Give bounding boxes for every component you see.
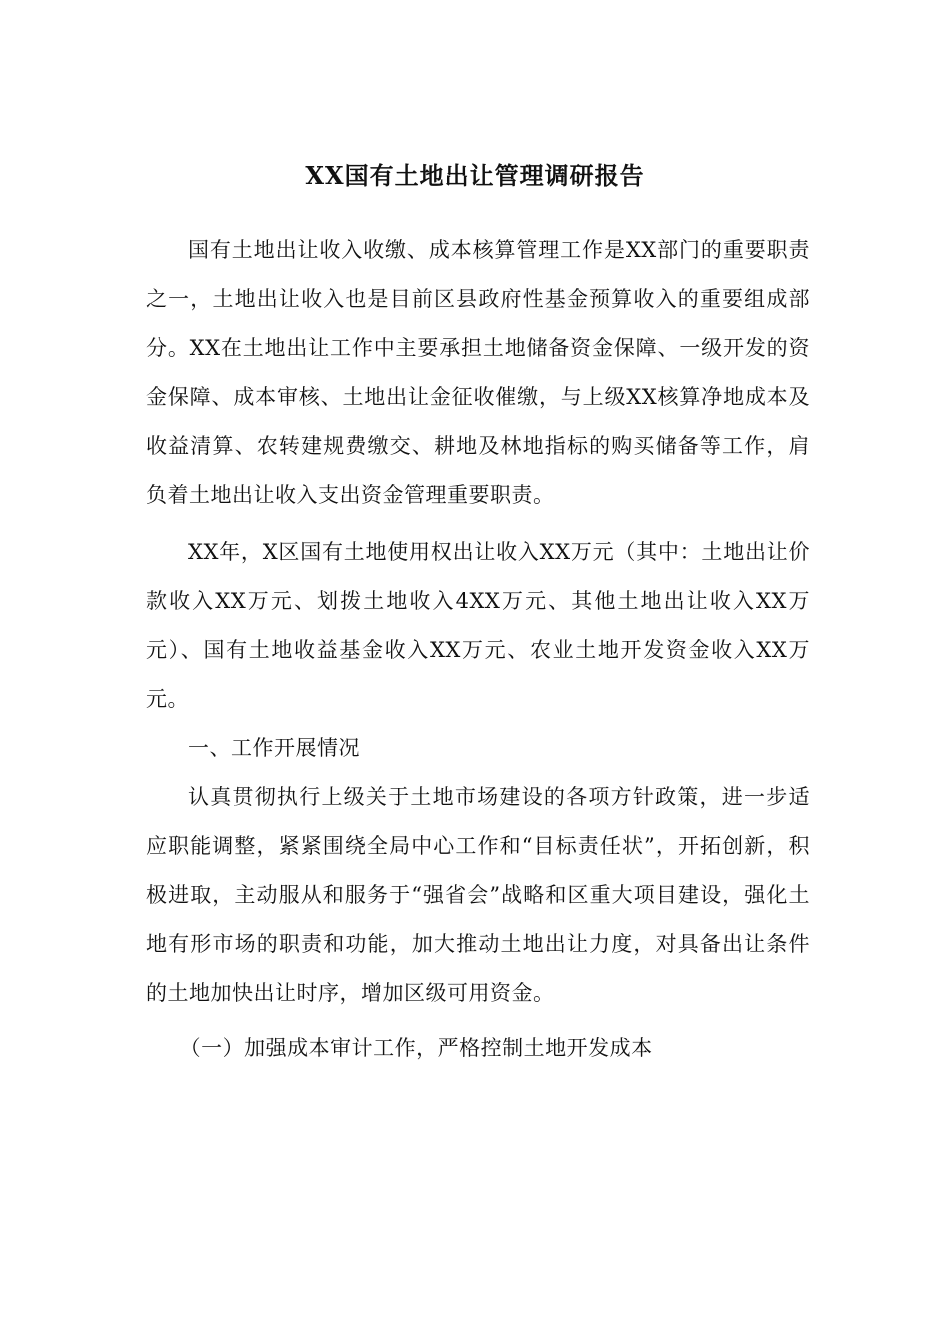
paragraph-revenue: XX年，X区国有土地使用权出让收入XX万元（其中：土地出让价款收入XX万元、划拨土地收入4XX万元、其他土地出让收入XX万元）、国有土地收益基金收入XX万元、农业土地开发资金收入XX万元。 bbox=[146, 540, 810, 711]
document-title: XX国有土地出让管理调研报告 bbox=[305, 161, 645, 190]
paragraph-intro: 国有土地出让收入收缴、成本核算管理工作是XX部门的重要职责之一，土地出让收入也是目前区县政府性基金预算收入的重要组成部分。XX在土地出让工作中主要承担土地储备资金保障、一级开发的资金保障、成本审核、土地出让金征收催缴，与上级XX核算净地成本及收益清算、农转建规费缴交、耕地及林地指标的购买储备等工作，肩负着土地出让收入支出资金管理重要职责。 bbox=[146, 238, 810, 507]
section-heading: 一、工作开展情况 bbox=[188, 736, 360, 760]
subsection-heading: （一）加强成本审计工作，严格控制土地开发成本 bbox=[179, 1036, 653, 1060]
paragraph-work: 认真贯彻执行上级关于土地市场建设的各项方针政策，进一步适应职能调整，紧紧围绕全局中心工作和“目标责任状”，开拓创新，积极进取，主动服从和服务于“强省会”战略和区重大项目建设，强化土地有形市场的职责和功能，加大推动土地出让力度，对具备出让条件的土地加快出让时序，增加区级可用资金。 bbox=[146, 785, 810, 1005]
